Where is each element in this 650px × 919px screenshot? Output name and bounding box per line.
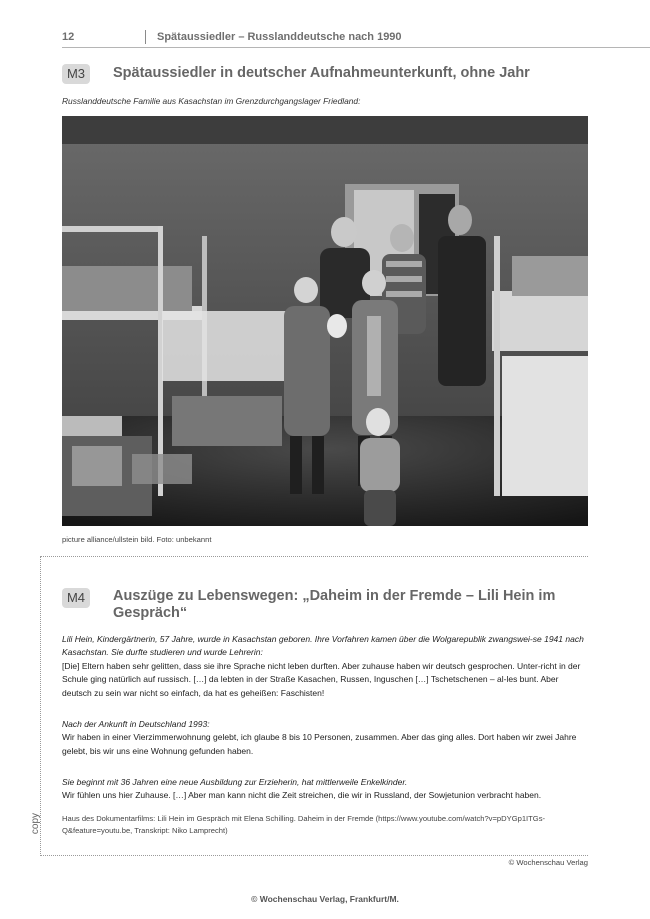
m3-photo-credit: picture alliance/ullstein bild. Foto: unbekannt: [62, 535, 212, 544]
m4-intro: Lili Hein, Kindergärtnerin, 57 Jahre, wurde in Kasachstan geboren. Ihre Vorfahren kamen über die Wolgarepublik zwangswei-se 1941 nach Kasachstan. Sie durfte studieren und wurde Lehrerin:: [62, 634, 584, 658]
divider-bottom: [40, 855, 588, 856]
divider-left: [40, 556, 41, 856]
running-title: Spätaussiedler – Russlanddeutsche nach 1990: [157, 31, 402, 43]
divider-top: [40, 556, 588, 557]
m4-title-line-2: Gespräch“: [113, 605, 188, 621]
m3-title: Spätaussiedler in deutscher Aufnahmeunterkunft, ohne Jahr: [113, 65, 530, 81]
m4-section-2: [62, 718, 590, 758]
m4-lead-3: Sie beginnt mit 36 Jahren eine neue Ausbildung zur Erzieherin, hat mittlerweile Enkelkinder.: [62, 777, 408, 787]
m4-section-3: [62, 776, 590, 803]
m4-paragraph-3: Wir fühlen uns hier Zuhause. […] Aber man kann nicht die Zeit streichen, die wir in Russland, der Sowjetunion verbracht haben.: [62, 790, 542, 801]
m4-body: [62, 633, 590, 700]
page-number: 12: [62, 31, 75, 43]
m3-caption: Russlanddeutsche Familie aus Kasachstan im Grenzdurchgangslager Friedland:: [62, 96, 361, 106]
m4-paragraph-2: Wir haben in einer Vierzimmerwohnung gelebt, ich glaube 8 bis 10 Personen, zusammen. Aber das ging alles. Dort haben wir zwei Jahre gelebt, bis wir uns eine Wohnung gefunden haben.: [62, 732, 577, 756]
running-header: [62, 30, 650, 48]
copy-label: copy: [30, 812, 42, 835]
m4-paragraph-1: [Die] Eltern haben sehr gelitten, dass sie ihre Sprache nicht leben durften. Aber zuhause haben wir deutsch gesprochen. Unter-richt in der Schule ging natürlich auf russisch. […] da lebten in der Straße Kasachen, Russen, Inguschen […] Tschetschenen – al-les bunt. Aber deutsch zu sein war nicht so einfach, da hat es geheißen: Faschisten!: [62, 660, 581, 698]
m4-title-line-1: Auszüge zu Lebenswegen: „Daheim in der Fremde – Lili Hein im: [113, 588, 556, 604]
header-divider: [145, 30, 146, 44]
family-photo: [62, 116, 588, 526]
m4-title: [113, 588, 583, 622]
page-footer: © Wochenschau Verlag, Frankfurt/M.: [251, 894, 399, 904]
m4-badge: M4: [62, 588, 90, 608]
m4-lead-2: Nach der Ankunft in Deutschland 1993:: [62, 719, 210, 729]
publisher-credit: © Wochenschau Verlag: [508, 858, 588, 867]
m3-badge: M3: [62, 64, 90, 84]
m4-source: Haus des Dokumentarfilms: Lili Hein im Gespräch mit Elena Schilling. Daheim in der Fremde (https://www.youtube.com/watch?v=pDYGp1ITGs-Q&feature=youtu.be, Transkript: Niko Lamprecht): [62, 814, 546, 835]
